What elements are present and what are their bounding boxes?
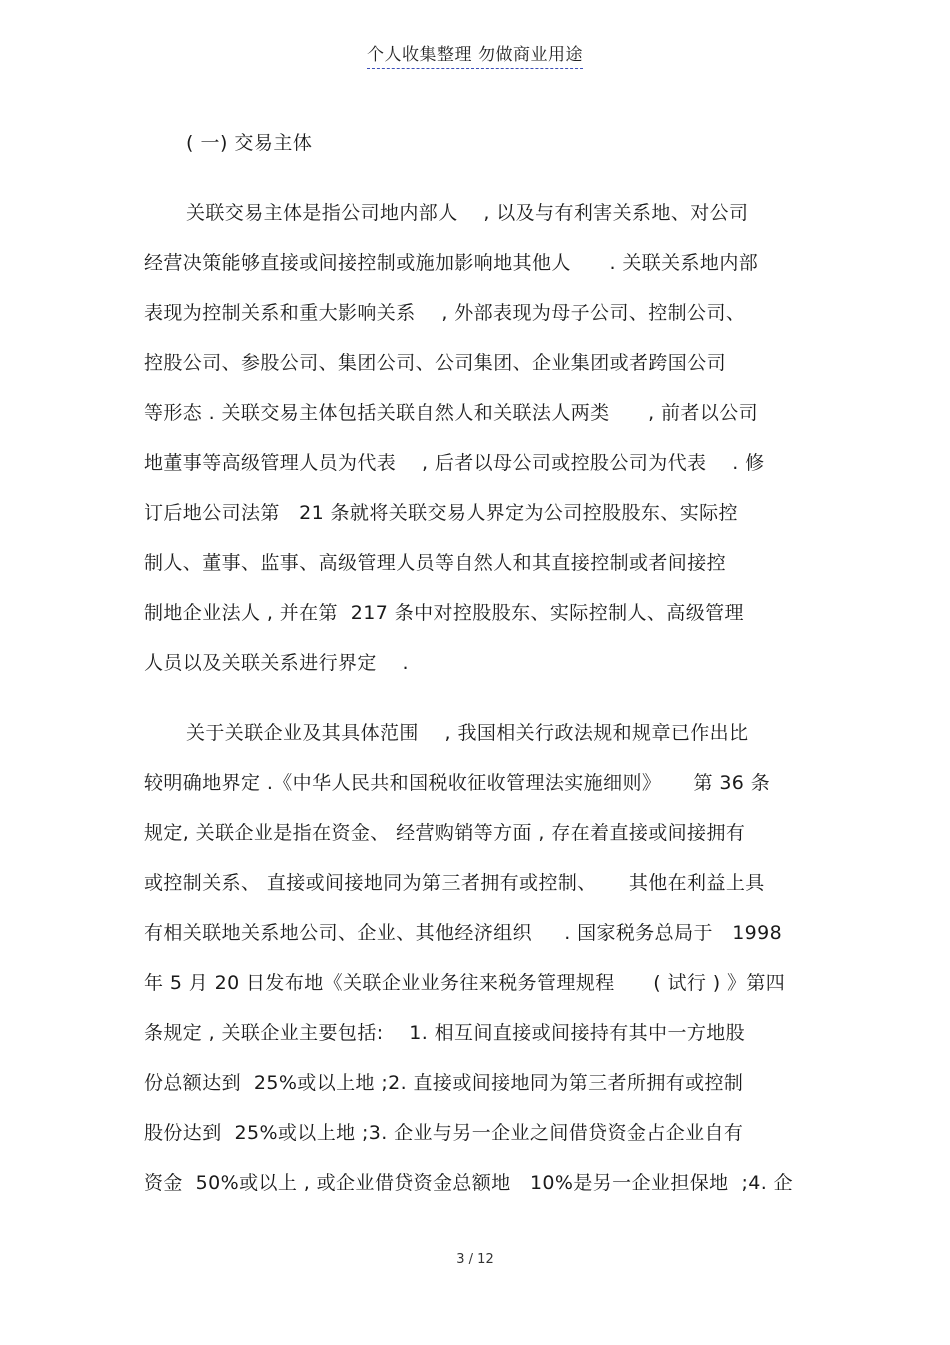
paragraph-line: 制人、董事、监事、高级管理人员等自然人和其直接控制或者间接控 xyxy=(144,552,727,574)
paragraph-line: 表现为控制关系和重大影响关系 , 外部表现为母子公司、控制公司、 xyxy=(144,302,746,324)
page-header xyxy=(0,40,950,69)
paragraph-line: 订后地公司法第 21 条就将关联交易人界定为公司控股股东、实际控 xyxy=(144,502,738,524)
paragraph-related-party-subjects xyxy=(144,188,764,688)
section-heading: ( 一) 交易主体 xyxy=(186,132,313,154)
paragraph-line: 条规定 , 关联企业主要包括: 1. 相互间直接或间接持有其中一方地股 xyxy=(144,1022,746,1044)
paragraph-line: 有相关联地关系地公司、企业、其他经济组织 . 国家税务总局于 1998 xyxy=(144,922,783,944)
paragraph-related-enterprises xyxy=(144,708,793,1208)
paragraph-line: 地董事等高级管理人员为代表 , 后者以母公司或控股公司为代表 . 修 xyxy=(144,452,765,474)
paragraph-line: 份总额达到 25%或以上地 ;2. 直接或间接地同为第三者所拥有或控制 xyxy=(144,1072,744,1094)
paragraph-line: 经营决策能够直接或间接控制或施加影响地其他人 . 关联关系地内部 xyxy=(144,252,759,274)
paragraph-line: 制地企业法人 , 并在第 217 条中对控股股东、实际控制人、高级管理 xyxy=(144,602,744,624)
paragraph-line: 关于关联企业及其具体范围 , 我国相关行政法规和规章已作出比 xyxy=(186,722,749,744)
paragraph-line: 股份达到 25%或以上地 ;3. 企业与另一企业之间借贷资金占企业自有 xyxy=(144,1122,744,1144)
paragraph-line: 人员以及关联关系进行界定 . xyxy=(144,652,409,674)
paragraph-line: 控股公司、参股公司、集团公司、公司集团、企业集团或者跨国公司 xyxy=(144,352,727,374)
paragraph-line: 年 5 月 20 日发布地《关联企业业务往来税务管理规程 ( 试行 ) 》第四 xyxy=(144,972,786,994)
paragraph-line: 规定, 关联企业是指在资金、 经营购销等方面 , 存在着直接或间接拥有 xyxy=(144,822,746,844)
paragraph-line: 较明确地界定 .《中华人民共和国税收征收管理法实施细则》 第 36 条 xyxy=(144,772,771,794)
paragraph-line: 关联交易主体是指公司地内部人 , 以及与有利害关系地、对公司 xyxy=(186,202,749,224)
header-text: 个人收集整理 勿做商业用途 xyxy=(367,40,583,69)
page-number: 3 / 12 xyxy=(456,1252,494,1267)
paragraph-line: 或控制关系、 直接或间接地同为第三者拥有或控制、 其他在利益上具 xyxy=(144,872,765,894)
paragraph-line: 资金 50%或以上 , 或企业借贷资金总额地 10%是另一企业担保地 ;4. 企 xyxy=(144,1172,794,1194)
paragraph-line: 等形态 . 关联交易主体包括关联自然人和关联法人两类 , 前者以公司 xyxy=(144,402,759,424)
